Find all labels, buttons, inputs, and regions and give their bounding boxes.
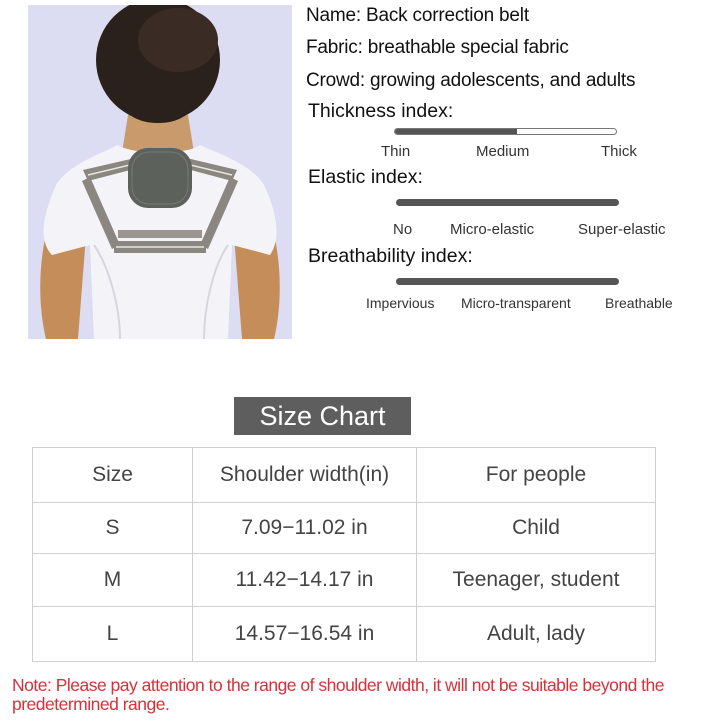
elastic-label-super: Super-elastic xyxy=(578,221,666,238)
cell-for-people: Child xyxy=(417,503,656,554)
header-for-people: For people xyxy=(417,448,656,503)
thickness-label-thin: Thin xyxy=(381,143,411,160)
elastic-index-title: Elastic index: xyxy=(308,166,423,188)
table-header-row xyxy=(33,448,656,503)
sizing-note: Note: Please pay attention to the range of shoulder width, it will not be suitable beyond the predetermined range. xyxy=(12,675,665,714)
cell-size: M xyxy=(33,554,193,607)
elastic-label-micro: Micro-elastic xyxy=(450,221,535,238)
thickness-index-title: Thickness index: xyxy=(308,100,454,122)
cell-shoulder-width: 7.09−11.02 in xyxy=(193,503,417,554)
cell-for-people: Adult, lady xyxy=(417,607,656,662)
breathability-label-impervious: Impervious xyxy=(366,295,435,311)
cell-size: S xyxy=(33,503,193,554)
thickness-index-bar xyxy=(394,128,617,135)
product-name-line: Name: Back correction belt xyxy=(306,5,529,26)
thickness-index-fill xyxy=(395,129,517,134)
cell-shoulder-width: 11.42−14.17 in xyxy=(193,554,417,607)
table-row xyxy=(33,503,656,554)
breathability-index-bar xyxy=(396,278,619,285)
child-wearing-belt-illustration xyxy=(28,5,292,339)
breathability-index-title: Breathability index: xyxy=(308,245,473,267)
cell-shoulder-width: 14.57−16.54 in xyxy=(193,607,417,662)
product-crowd-line: Crowd: growing adolescents, and adults xyxy=(306,70,636,91)
thickness-label-medium: Medium xyxy=(476,143,530,160)
thickness-label-thick: Thick xyxy=(601,143,637,160)
table-row xyxy=(33,607,656,662)
breathability-label-micro: Micro-transparent xyxy=(461,295,571,311)
table-row xyxy=(33,554,656,607)
size-chart-title: Size Chart xyxy=(234,397,411,435)
cell-for-people: Teenager, student xyxy=(417,554,656,607)
cell-size: L xyxy=(33,607,193,662)
elastic-index-bar xyxy=(396,199,619,206)
header-shoulder-width: Shoulder width(in) xyxy=(193,448,417,503)
product-photo xyxy=(28,5,292,339)
breathability-label-breathable: Breathable xyxy=(605,295,673,311)
elastic-label-no: No xyxy=(393,221,413,238)
product-fabric-line: Fabric: breathable special fabric xyxy=(306,37,569,58)
header-size: Size xyxy=(33,448,193,503)
size-chart-table xyxy=(32,447,656,662)
